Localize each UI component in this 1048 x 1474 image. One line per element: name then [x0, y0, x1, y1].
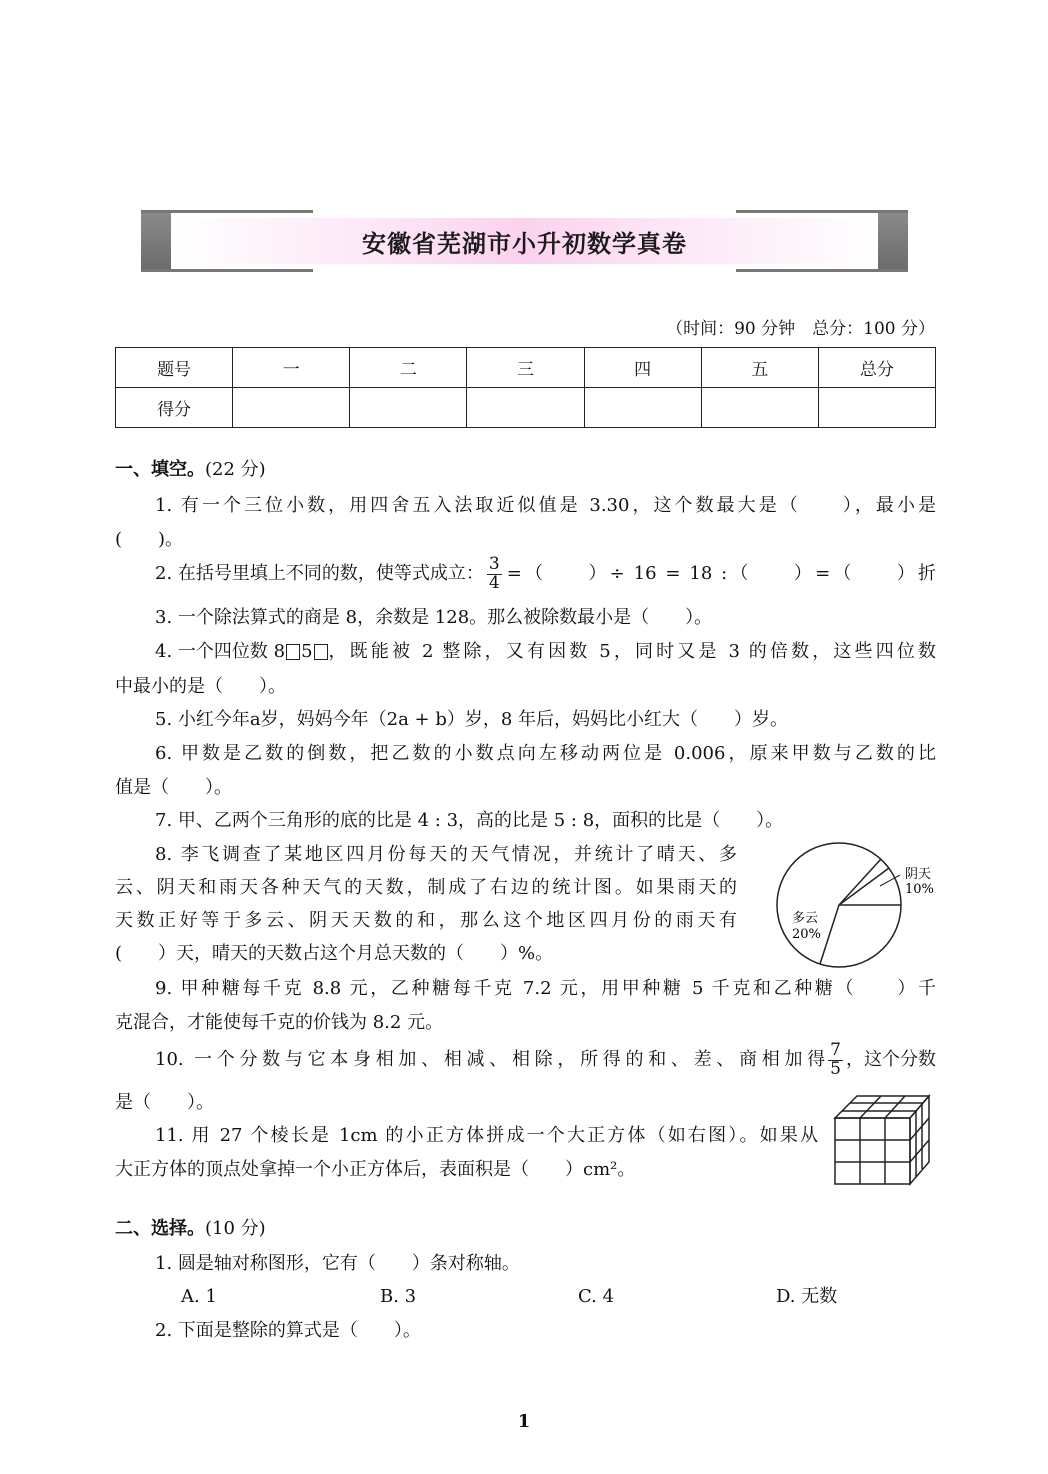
page-title: 安徽省芜湖市小升初数学真卷 [362, 230, 687, 258]
question-6-line-1: 6. 甲数是乙数的倒数，把乙数的小数点向左移动两位是 0.006，原来甲数与乙数的比 [155, 743, 936, 764]
pie-pct-cloudy: 20% [792, 927, 821, 942]
question-8-line-3: 天数正好等于多云、阴天天数的和，那么这个地区四月份的雨天有 [115, 910, 737, 931]
score-table-header-cell: 五 [701, 348, 818, 388]
score-cell[interactable] [467, 388, 584, 428]
question-2-equation: =（ ）÷ 16 = 18 :（ ）=（ ）折 [506, 563, 936, 585]
section-1-title: 一、填空。 [115, 459, 205, 480]
banner-frame [141, 269, 313, 272]
question-8-line-4: ( ）天，晴天的天数占这个月总天数的（ ）%。 [115, 943, 554, 964]
question-8-line-2: 云、阴天和雨天各种天气的天数，制成了右边的统计图。如果雨天的 [115, 877, 737, 898]
question-4-line-2: 中最小的是（ ）。 [115, 676, 286, 697]
fraction-seven-fifths [828, 1042, 843, 1079]
question-4-text-b: 5 [301, 641, 313, 662]
choice-question-1: 1. 圆是轴对称图形，它有（ ）条对称轴。 [155, 1253, 520, 1274]
question-5: 5. 小红今年a岁，妈妈今年（2a + b）岁，8 年后，妈妈比小红大（ ）岁。 [155, 709, 789, 730]
fraction-numerator: 3 [488, 554, 500, 574]
section-2-points: (10 分) [205, 1218, 266, 1239]
section-2-title: 二、选择。 [115, 1218, 205, 1239]
question-6-line-2: 值是（ ）。 [115, 777, 232, 798]
question-3: 3. 一个除法算式的商是 8，余数是 128。那么被除数最小是（ ）。 [155, 607, 713, 628]
cube-figure [832, 1093, 932, 1188]
question-4-text-a: 4. 一个四位数 8 [155, 641, 286, 662]
score-table-score-row [116, 388, 936, 428]
question-2 [155, 556, 936, 593]
score-cell[interactable] [350, 388, 467, 428]
question-8-line-1: 8. 李飞调查了某地区四月份每天的天气情况，并统计了晴天、多 [155, 844, 737, 865]
question-9-line-1: 9. 甲种糖每千克 8.8 元，乙种糖每千克 7.2 元，用甲种糖 5 千克和乙种糖（ ）千 [155, 978, 936, 999]
question-10-tail: ，这个分数 [846, 1049, 936, 1071]
score-table-header-cell: 四 [584, 348, 701, 388]
cube-front-face [835, 1118, 910, 1184]
score-cell[interactable] [818, 388, 935, 428]
cube-grid-line [885, 1096, 905, 1118]
score-cell[interactable] [233, 388, 350, 428]
question-10-line-1 [155, 1042, 936, 1079]
question-11-line-2: 大正方体的顶点处拿掉一个小正方体后，表面积是（ ）cm²。 [115, 1159, 636, 1180]
score-table-header-cell: 一 [233, 348, 350, 388]
pie-pct-overcast: 10% [905, 882, 934, 897]
score-row-label: 得分 [116, 388, 233, 428]
fraction-denominator: 4 [488, 572, 500, 593]
section-1-heading [115, 455, 266, 481]
score-cell[interactable] [584, 388, 701, 428]
score-table-header-cell: 三 [467, 348, 584, 388]
score-cell[interactable] [701, 388, 818, 428]
title-banner [141, 210, 908, 272]
section-2-heading [115, 1214, 266, 1240]
fraction-three-quarters [487, 556, 502, 593]
blank-digit-box[interactable] [314, 644, 328, 660]
question-7: 7. 甲、乙两个三角形的底的比是 4 : 3，高的比是 5 : 8，面积的比是（ ）。 [155, 810, 784, 831]
question-10-text: 10. 一个分数与它本身相加、相减、相除，所得的和、差、商相加得 [155, 1049, 826, 1071]
question-2-left [155, 556, 505, 593]
question-4-text-c: ，既能被 2 整除，又有因数 5，同时又是 3 的倍数，这些四位数 [328, 641, 936, 662]
question-11-line-1: 11. 用 27 个棱长是 1cm 的小正方体拼成一个大正方体（如右图）。如果从 [155, 1125, 818, 1146]
score-table-header-cell: 题号 [116, 348, 233, 388]
question-4-line-1 [155, 643, 936, 661]
question-1-line-2: ( )。 [115, 529, 184, 550]
score-table-header-row [116, 348, 936, 388]
score-table-header-cell: 总分 [818, 348, 935, 388]
banner-frame [736, 210, 908, 213]
pie-label-cloudy: 多云 [792, 911, 819, 926]
fraction-denominator: 5 [830, 1058, 841, 1079]
banner-frame [736, 269, 908, 272]
cube-top-face [835, 1096, 929, 1118]
question-1-line-1: 1. 有一个三位小数，用四舍五入法取近似值是 3.30，这个数最大是（ ），最小是 [155, 495, 936, 516]
banner-frame [141, 210, 313, 213]
cube-side-face [910, 1096, 929, 1184]
fraction-numerator: 7 [830, 1040, 841, 1060]
question-10-line-2: 是（ ）。 [115, 1092, 214, 1113]
cube-grid-line [910, 1140, 929, 1162]
section-1-points: (22 分) [205, 459, 266, 480]
weather-pie-chart [772, 838, 942, 968]
pie-label-overcast: 阴天 [905, 867, 932, 882]
choice-option-c[interactable]: C. 4 [578, 1286, 615, 1307]
score-table-header-cell: 二 [350, 348, 467, 388]
question-2-text: 2. 在括号里填上不同的数，使等式成立： [155, 563, 484, 585]
choice-question-2: 2. 下面是整除的算式是（ ）。 [155, 1320, 421, 1341]
time-info: （时间：90 分钟 总分：100 分） [666, 319, 935, 339]
choice-option-d[interactable]: D. 无数 [776, 1286, 838, 1307]
choice-option-a[interactable]: A. 1 [181, 1286, 217, 1307]
score-table [115, 347, 936, 428]
question-9-line-2: 克混合，才能使每千克的价钱为 8.2 元。 [115, 1012, 444, 1033]
blank-digit-box[interactable] [286, 644, 300, 660]
cube-grid-line [910, 1118, 929, 1140]
choice-option-b[interactable]: B. 3 [380, 1286, 417, 1307]
page-number: 1 [517, 1411, 531, 1432]
cube-grid-line [860, 1096, 881, 1118]
